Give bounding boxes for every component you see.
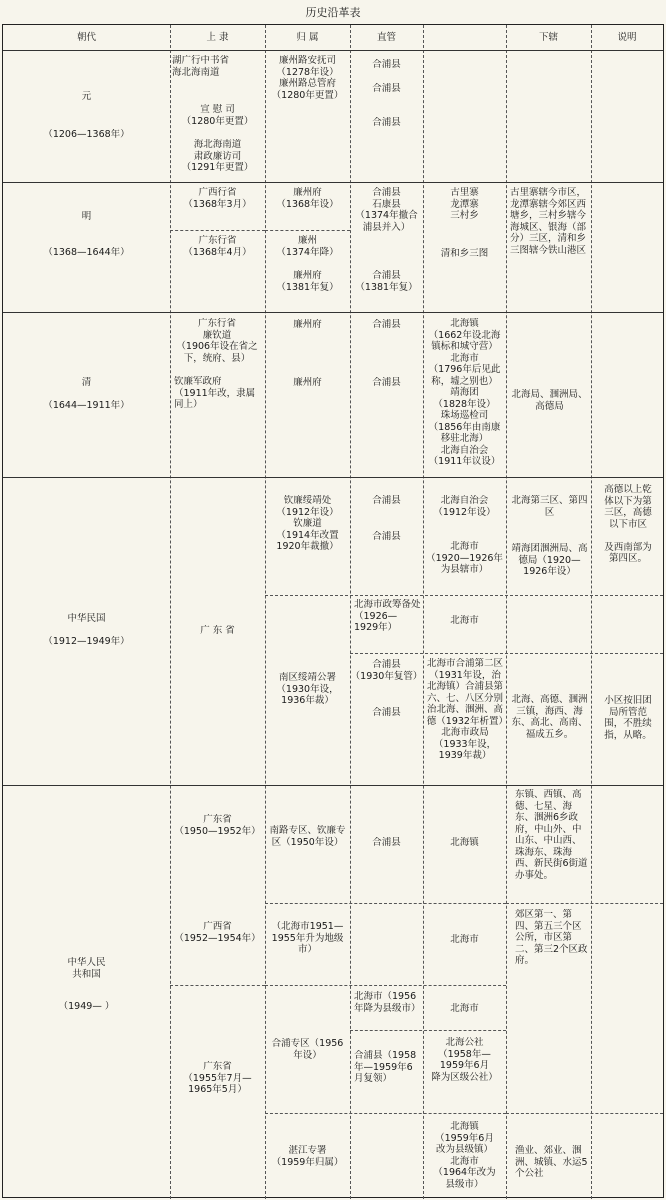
minguo-zhiguan-b: 北海市政筹备处（1926—1929年） — [354, 599, 421, 633]
yuan-zhiguan-3: 合浦县 — [372, 117, 401, 128]
header-blank — [423, 25, 506, 50]
yuan-zhiguan-1: 合浦县 — [372, 59, 401, 70]
prc-zhiguan-a: 合浦县 — [372, 837, 401, 848]
header-shangli: 上 隶 — [206, 32, 229, 43]
ming-guishu-c: 廉州府 （1381年复） — [276, 270, 339, 293]
qing-dynasty: 清 — [81, 377, 92, 388]
qing-guishu-2: 廉州府 — [293, 377, 322, 388]
minguo-zhiguan-c2: 合浦县 — [372, 707, 401, 718]
minguo-xiaxia-a2: 靖海团涠洲局、高德局（1920—1926年设） — [511, 543, 588, 577]
minguo-col5-c: 北海市合浦第二区（1931年设，治北海镇）合浦县第六、七、八区分别治北海、涠洲、高德（1932年析置）北海市政局（1933年设，1939年裁） — [426, 658, 504, 761]
prc-xiaxia-d: 渔业、郊业、涠洲、城镇、水运5个公社 — [515, 1145, 588, 1179]
minguo-shuoming-a: 高德以上乾体以下为第三区，高德以下市区 及西南部为第四区。 — [604, 484, 652, 564]
minguo-shangli: 广 东 省 — [200, 625, 235, 636]
minguo-guishu-a: 钦廉绥靖处 （1912年设） 钦廉道 （1914年改置 1920年裁撤） — [276, 495, 339, 552]
prc-col5-c1: 北海市 — [450, 1003, 479, 1014]
yuan-years: （1206—1368年） — [43, 129, 130, 140]
prc-dynasty: 中华人民 共和国 — [67, 957, 106, 980]
yuan-shangli-a: 湖广行中书省 海北海南道 — [172, 55, 230, 78]
minguo-xiaxia-c: 北海、高德、涠洲三镇，海西、海东、高北、高南、福成五乡。 — [511, 694, 588, 740]
qing-col5: 北海镇 （1662年设北海镇标和城守营） 北海市 （1796年后见此称，墟之别也） 靖海团 （1828年设） 珠场巡检司 （1856年由南康移驻北海） 北海自治会 （1911年议设） — [428, 318, 501, 467]
minguo-guishu-b: 南区绥靖公署 （1930年设， 1936年裁） — [276, 672, 339, 706]
qing-shangli-a: 广东行省 廉钦道 （1906年设在省之下，统府、县） — [176, 318, 258, 364]
ming-guishu-a: 廉州府 （1368年设） — [276, 187, 339, 210]
prc-shangli-c: 广东省 （1955年7月— 1965年5月） — [183, 1061, 252, 1095]
prc-shangli-a: 广东省 （1950—1952年） — [174, 814, 261, 837]
ming-shangli-a: 广西行省 （1368年3月） — [183, 187, 252, 210]
prc-guishu-a: 南路专区、钦廉专区（1950年设） — [269, 825, 346, 848]
ming-col5-b: 清和乡三图 — [440, 248, 489, 259]
header-zhiguan: 直管 — [376, 32, 396, 43]
qing-years: （1644—1911年） — [43, 400, 130, 411]
prc-col5-c2: 北海公社 （1958年— 1959年6月 降为区级公社） — [431, 1037, 498, 1083]
prc-col5-a: 北海镇 — [450, 837, 479, 848]
ming-zhiguan-a: 合浦县 石康县 （1374年撤合 浦县并入） — [355, 187, 418, 233]
prc-zhiguan-c1: 北海市（1956年降为县级市） — [354, 991, 421, 1014]
prc-xiaxia-a: 东镇、西镇、高德、七星、海东、涠洲6乡政府，中山外、中山东、中山西、珠海东、珠海西、新民街6街道办事处。 — [515, 789, 588, 881]
ming-zhiguan-b: 合浦县 （1381年复） — [355, 270, 418, 293]
header-dynasty: 朝代 — [76, 32, 96, 43]
ming-col5-a: 古里寨 龙潭寨 三村乡 — [450, 187, 479, 221]
header-guishu: 归 属 — [296, 32, 319, 43]
ming-shangli-b: 广东行省 （1368年4月） — [183, 235, 252, 258]
prc-xiaxia-b: 郊区第一、第四、第五三个区公所，市区第二、第三2个区政府。 — [515, 909, 588, 966]
minguo-zhiguan-c1: 合浦县 （1930年复管） — [350, 659, 423, 682]
prc-col5-d: 北海镇 （1959年6月 改为县级镇） 北海市 （1964年改为 县级市） — [433, 1121, 496, 1190]
yuan-shangli-c: 海北海南道 肃政廉访司 （1291年更置） — [181, 139, 254, 173]
yuan-dynasty: 元 — [81, 91, 92, 102]
minguo-shuoming-c: 小区按旧团局所管范围，不胜续指，从略。 — [604, 695, 652, 741]
ming-guishu-b: 廉州 （1374年降） — [276, 235, 339, 258]
prc-zhiguan-c2: 合浦县（1958年—1959年6月复领） — [354, 1050, 417, 1084]
minguo-zhiguan-a2: 合浦县 — [372, 531, 401, 542]
prc-guishu-d: 湛江专署 （1959年归属） — [271, 1145, 344, 1168]
qing-zhiguan-1: 合浦县 — [372, 319, 401, 330]
header-xiaxia: 下辖 — [538, 32, 558, 43]
header-shuoming: 说明 — [617, 32, 637, 43]
ming-years: （1368—1644年） — [43, 247, 130, 258]
minguo-years: （1912—1949年） — [43, 636, 130, 647]
qing-guishu-1: 廉州府 — [293, 319, 322, 330]
minguo-col5-b: 北海市 — [450, 615, 479, 626]
ming-dynasty: 明 — [81, 211, 92, 222]
minguo-zhiguan-a1: 合浦县 — [372, 495, 401, 506]
history-table — [2, 24, 664, 1198]
yuan-zhiguan-2: 合浦县 — [372, 83, 401, 94]
minguo-xiaxia-a1: 北海第三区、第四区 — [511, 495, 588, 518]
minguo-col5-a2: 北海市 （1920—1926年为县辖市） — [426, 541, 503, 575]
yuan-shangli-b: 宣 慰 司 （1280年更置） — [181, 104, 254, 127]
prc-guishu-c: 合浦专区（1956年设） — [271, 1038, 344, 1061]
prc-years: （1949— ） — [58, 1001, 115, 1012]
page-title: 历史沿革表 — [305, 6, 361, 19]
qing-xiaxia: 北海局、涠洲局、高德局 — [511, 389, 588, 412]
yuan-guishu: 廉州路安抚司 （1278年设） 廉州路总管府 （1280年更置） — [271, 55, 344, 101]
minguo-dynasty: 中华民国 — [67, 613, 106, 624]
minguo-col5-a1: 北海自治会 （1912年设） — [433, 495, 496, 518]
prc-guishu-b: （北海市1951—1955年升为地级市） — [271, 921, 344, 955]
qing-zhiguan-2: 合浦县 — [372, 377, 401, 388]
qing-shangli-b: 钦廉军政府 （1911年改，隶属同上） — [174, 376, 256, 410]
prc-shangli-b: 广西省 （1952—1954年） — [174, 921, 261, 944]
ming-xiaxia: 古里寨辖今市区，龙潭寨辖今郊区西塘乡，三村乡辖今海城区、银海（部分）三区，清和乡三图辖今铁山港区 — [510, 187, 587, 256]
prc-col5-b: 北海市 — [450, 934, 479, 945]
